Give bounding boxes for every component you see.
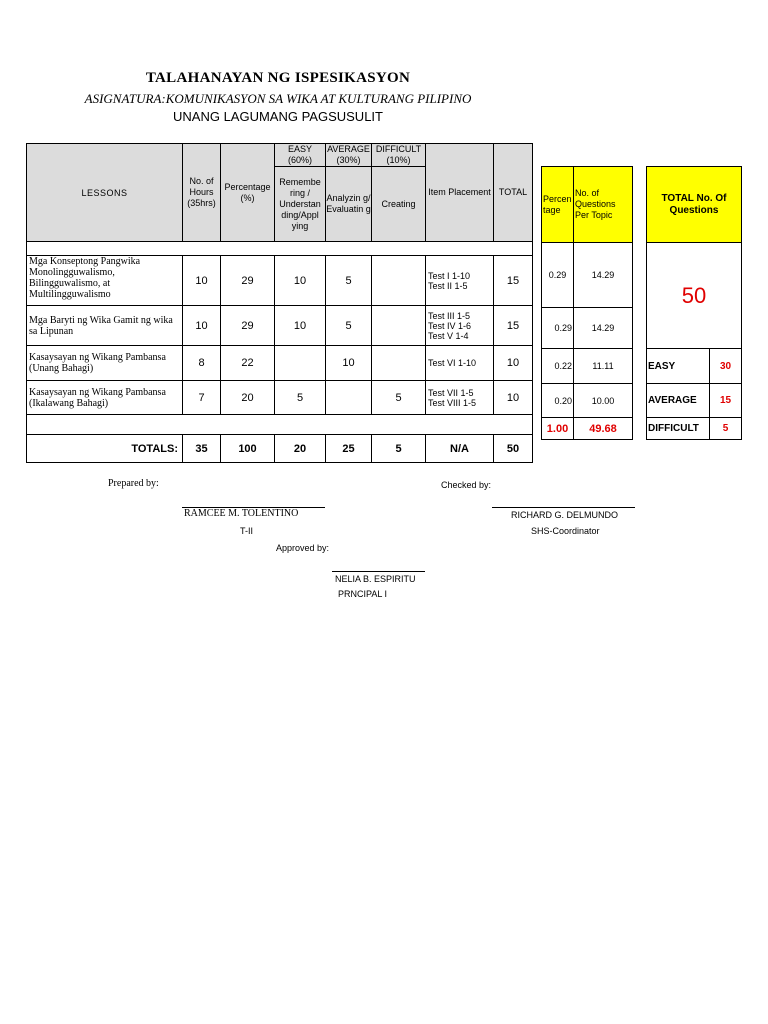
total-cell: 15 xyxy=(494,256,533,306)
pct-cell: 0.20 xyxy=(542,384,574,418)
hours-cell: 8 xyxy=(183,346,221,381)
total-questions-table xyxy=(646,166,742,440)
placement-line: Test III 1-5 xyxy=(428,310,471,321)
level-label: DIFFICULT xyxy=(647,418,710,440)
lesson-cell: Kasaysayan ng Wikang Pambansa (Unang Bahagi) xyxy=(27,346,183,381)
lessons-header: LESSONS xyxy=(27,144,183,242)
placement-line: Test I 1-10 xyxy=(428,270,471,281)
total-difficult: 5 xyxy=(372,435,426,463)
table-row xyxy=(27,346,533,381)
questions-cell: 14.29 xyxy=(574,243,633,308)
level-row xyxy=(647,384,742,418)
placement-cell xyxy=(426,256,494,306)
placement-header: Item Placement xyxy=(426,144,494,242)
total-questions-value: 50 xyxy=(647,243,742,349)
average-subheader: Analyzin g/ Evaluatin g xyxy=(326,167,372,242)
total-cell: 15 xyxy=(494,306,533,346)
difficult-subheader: Creating xyxy=(372,167,426,242)
total-pct: 1.00 xyxy=(542,418,574,440)
placement-line: Test IV 1-6 xyxy=(428,320,472,331)
preparer-name: RAMCEE M. TOLENTINO xyxy=(184,508,299,519)
average-cell: 5 xyxy=(326,256,372,306)
approver-name: NELIA B. ESPIRITU xyxy=(335,574,416,584)
document-title: TALAHANAYAN NG ISPESIKASYON xyxy=(145,70,411,86)
total-cell: 10 xyxy=(494,381,533,415)
grand-total: 50 xyxy=(494,435,533,463)
level-value: 5 xyxy=(710,418,742,440)
subject-line: ASIGNATURA:KOMUNIKASYON SA WIKA AT KULTURANG PILIPINO xyxy=(84,91,472,106)
approver-signature-line xyxy=(332,571,425,572)
placement-line: Test II 1-5 xyxy=(428,280,468,291)
easy-cell: 5 xyxy=(275,381,326,415)
total-easy: 20 xyxy=(275,435,326,463)
pct-cell: 0.22 xyxy=(542,349,574,384)
questions-cell: 14.29 xyxy=(574,308,633,349)
level-row xyxy=(647,349,742,384)
pct-header: Percen tage xyxy=(542,167,574,243)
percentage-cell: 20 xyxy=(221,381,275,415)
table-row xyxy=(542,243,633,308)
hours-cell: 10 xyxy=(183,256,221,306)
checked-by-label: Checked by: xyxy=(441,480,492,490)
checker-signature-line xyxy=(492,507,635,508)
total-placement: N/A xyxy=(426,435,494,463)
difficult-cell: 5 xyxy=(372,381,426,415)
table-row xyxy=(27,256,533,306)
easy-cell: 10 xyxy=(275,306,326,346)
level-label: EASY xyxy=(647,349,710,384)
specification-table xyxy=(26,143,533,463)
placement-line: Test VI 1-10 xyxy=(428,358,477,368)
spacer-row xyxy=(27,242,533,256)
hours-header: No. of Hours (35hrs) xyxy=(183,144,221,242)
easy-subheader: Remembe ring / Understan ding/Appl ying xyxy=(275,167,326,242)
placement-cell xyxy=(426,346,494,381)
level-row xyxy=(647,418,742,440)
difficult-header: DIFFICULT (10%) xyxy=(372,144,426,167)
average-cell: 5 xyxy=(326,306,372,346)
table-row xyxy=(542,349,633,384)
easy-cell xyxy=(275,346,326,381)
total-questions-header: TOTAL No. Of Questions xyxy=(647,167,742,243)
average-header: AVERAGE (30%) xyxy=(327,144,370,165)
questions-cell: 11.11 xyxy=(574,349,633,384)
lesson-cell: Mga Konseptong Pangwika Monolingguwalismo, Bilingguwalismo, at Multilingguwalismo xyxy=(27,256,183,306)
checker-title: SHS-Coordinator xyxy=(531,526,600,536)
blank-row xyxy=(27,415,533,435)
totals-row xyxy=(27,435,533,463)
preparer-title: T-II xyxy=(240,526,253,536)
difficult-cell xyxy=(372,306,426,346)
questions-cell: 10.00 xyxy=(574,384,633,418)
level-label: AVERAGE xyxy=(647,384,710,418)
total-questions-per-topic: 49.68 xyxy=(574,418,633,440)
lesson-cell: Mga Baryti ng Wika Gamit ng wika sa Lipunan xyxy=(27,306,183,346)
totals-label: TOTALS: xyxy=(27,435,183,463)
percentage-cell: 22 xyxy=(221,346,275,381)
pct-cell: 0.29 xyxy=(542,243,574,308)
prepared-by-label: Prepared by: xyxy=(108,478,159,489)
difficult-cell xyxy=(372,256,426,306)
percentage-cell: 29 xyxy=(221,256,275,306)
easy-cell: 10 xyxy=(275,256,326,306)
total-hours: 35 xyxy=(183,435,221,463)
level-value: 15 xyxy=(710,384,742,418)
percentage-table xyxy=(541,166,633,440)
percent-totals-row xyxy=(542,418,633,440)
placement-line: Test VII 1-5 xyxy=(428,387,474,398)
table-row xyxy=(542,308,633,349)
approved-by-label: Approved by: xyxy=(276,543,330,553)
placement-line: Test VIII 1-5 xyxy=(428,397,477,408)
total-average: 25 xyxy=(326,435,372,463)
placement-cell xyxy=(426,306,494,346)
lesson-cell: Kasaysayan ng Wikang Pambansa (Ikalawang Bahagi) xyxy=(27,381,183,415)
approver-title: PRNCIPAL I xyxy=(338,589,388,599)
hours-cell: 7 xyxy=(183,381,221,415)
total-cell: 10 xyxy=(494,346,533,381)
difficult-cell xyxy=(372,346,426,381)
placement-line: Test V 1-4 xyxy=(428,330,469,341)
exam-name: UNANG LAGUMANG PAGSUSULIT xyxy=(173,109,383,124)
level-value: 30 xyxy=(710,349,742,384)
placement-cell xyxy=(426,381,494,415)
table-row xyxy=(27,381,533,415)
hours-cell: 10 xyxy=(183,306,221,346)
questions-per-topic-header: No. of Questions Per Topic xyxy=(574,167,633,243)
easy-header: EASY (60%) xyxy=(275,144,326,167)
pct-cell: 0.29 xyxy=(542,308,574,349)
table-row xyxy=(542,384,633,418)
percentage-header: Percentage (%) xyxy=(221,144,275,242)
checker-name: RICHARD G. DELMUNDO xyxy=(511,510,619,520)
average-cell xyxy=(326,381,372,415)
table-row xyxy=(27,306,533,346)
total-percentage: 100 xyxy=(221,435,275,463)
total-header: TOTAL xyxy=(494,144,533,242)
average-cell: 10 xyxy=(326,346,372,381)
percentage-cell: 29 xyxy=(221,306,275,346)
